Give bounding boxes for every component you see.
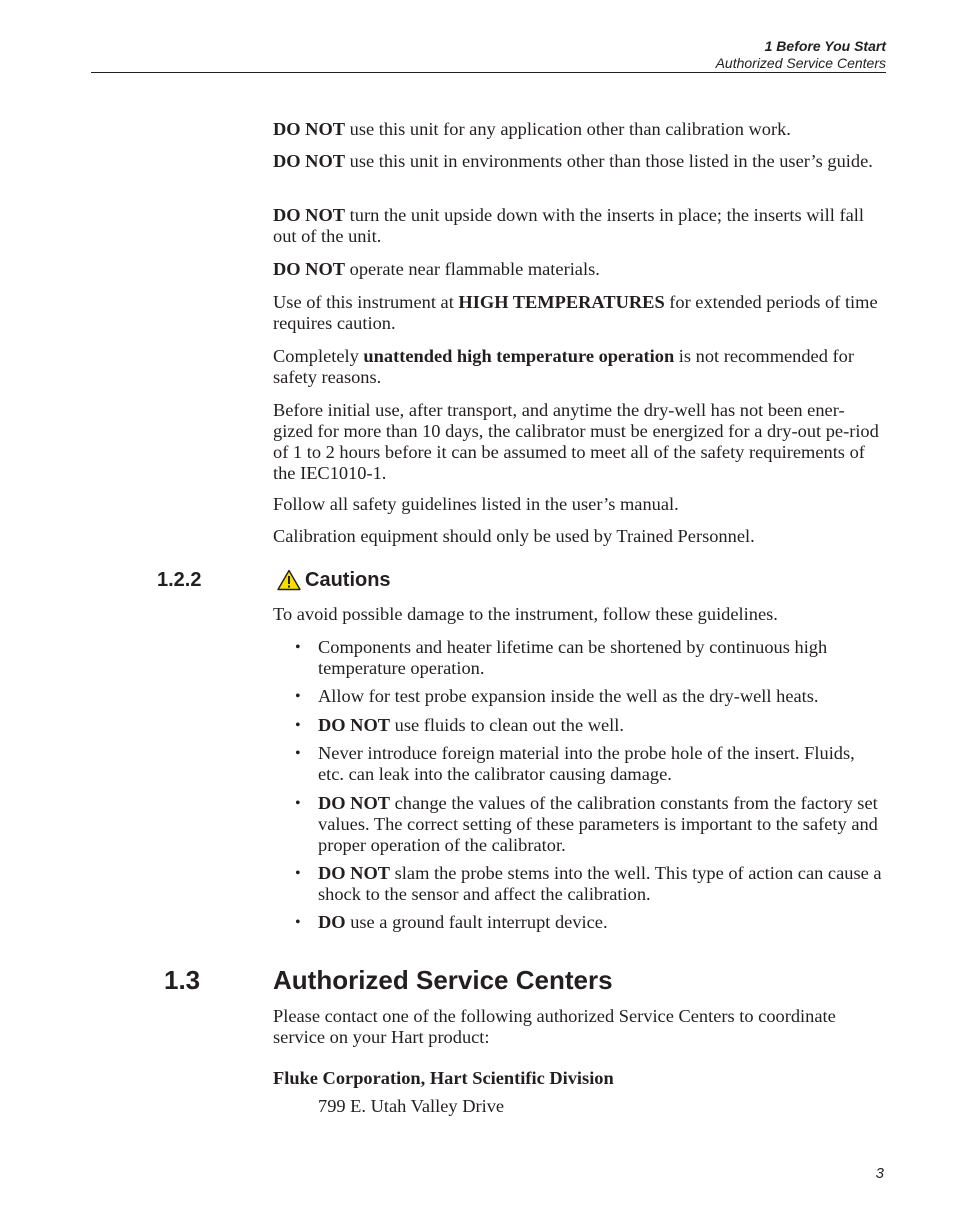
item-emphasis: DO NOT: [318, 793, 391, 813]
item-emphasis: DO: [318, 912, 346, 932]
header-divider: [91, 72, 886, 73]
warning-emphasis: DO NOT: [273, 259, 346, 279]
cautions-intro: To avoid possible damage to the instrument, follow these guidelines.: [273, 604, 778, 624]
running-header: [716, 38, 886, 72]
warning-text: use this unit in environments other than those listed in the user’s guide.: [345, 151, 873, 171]
item-text: change the values of the calibration constants from the factory set values. The correct setting of these parameters is important to the safety and proper operation of the calibrator.: [318, 793, 878, 855]
unattended-paragraph: [273, 346, 883, 388]
section-title: Authorized Service Centers: [715, 55, 886, 71]
warning-triangle-icon: [277, 569, 301, 591]
trained-personnel-paragraph: Calibration equipment should only be used by Trained Personnel.: [273, 526, 755, 546]
warning-paragraph: [273, 205, 883, 247]
emphasis: HIGH TEMPERATURES: [458, 292, 665, 312]
high-temp-paragraph: [273, 292, 883, 334]
warning-paragraph: [273, 119, 883, 140]
section-heading: Authorized Service Centers: [273, 965, 613, 995]
warning-text: operate near flammable materials.: [345, 259, 600, 279]
item-text: slam the probe stems into the well. This type of action can cause a shock to the sensor and affect the calibration.: [318, 863, 882, 904]
item-emphasis: DO NOT: [318, 715, 391, 735]
warning-emphasis: DO NOT: [273, 205, 346, 225]
item-text: use a ground fault interrupt device.: [345, 912, 608, 932]
bullet-icon: •: [295, 914, 301, 931]
bullet-icon: •: [295, 745, 301, 762]
warning-emphasis: DO NOT: [273, 151, 346, 171]
list-item: [295, 912, 885, 933]
company-name: Fluke Corporation, Hart Scientific Division: [273, 1068, 614, 1088]
text-segment: is not recommended for safety reasons.: [273, 346, 854, 387]
section-number: 1.3: [164, 965, 201, 995]
list-item: [295, 863, 885, 905]
item-text: Allow for test probe expansion inside the well as the dry-well heats.: [318, 686, 819, 706]
list-item: [295, 793, 885, 856]
company-address: 799 E. Utah Valley Drive: [318, 1096, 505, 1116]
list-item: [295, 715, 885, 736]
bullet-icon: •: [295, 717, 301, 734]
list-item: [295, 637, 885, 679]
item-text: Never introduce foreign material into the probe hole of the insert. Fluids, etc. can leak into the calibrator causing damage.: [318, 743, 855, 784]
subsection-heading: [277, 567, 391, 593]
warning-paragraph: [273, 151, 883, 172]
emphasis: unattended high temperature operation: [363, 346, 675, 366]
text-segment: Use of this instrument at: [273, 292, 459, 312]
chapter-title: 1 Before You Start: [764, 38, 886, 54]
item-emphasis: DO NOT: [318, 863, 391, 883]
item-text: Components and heater lifetime can be shortened by continuous high temperature operation.: [318, 637, 828, 678]
bullet-icon: •: [295, 688, 301, 705]
warning-text: use this unit for any application other than calibration work.: [345, 119, 791, 139]
text-segment: Completely: [273, 346, 364, 366]
warning-text: turn the unit upside down with the inserts in place; the inserts will fall out of the unit.: [273, 205, 864, 246]
bullet-icon: •: [295, 865, 301, 882]
list-item: [295, 686, 885, 707]
service-intro: Please contact one of the following authorized Service Centers to coordinate service on your Hart product:: [273, 1006, 836, 1047]
guidelines-paragraph: Follow all safety guidelines listed in the user’s manual.: [273, 494, 679, 514]
item-text: use fluids to clean out the well.: [390, 715, 624, 735]
list-item: [295, 743, 885, 785]
text-segment: for extended periods of time requires caution.: [273, 292, 878, 333]
bullet-icon: •: [295, 639, 301, 656]
subsection-number: 1.2.2: [157, 569, 202, 591]
initial-use-paragraph: Before initial use, after transport, and anytime the dry-well has not been ener-gized for more than 10 days, the calibrator must be energized for a dry-out pe-riod of 1 to 2 hours before it can be assumed to meet all of the safety requirements of the IEC1010-1.: [273, 400, 879, 483]
warning-paragraph: [273, 259, 883, 280]
page-number: 3: [875, 1165, 884, 1182]
warning-emphasis: DO NOT: [273, 119, 346, 139]
bullet-icon: •: [295, 795, 301, 812]
subsection-title: Cautions: [305, 569, 391, 591]
